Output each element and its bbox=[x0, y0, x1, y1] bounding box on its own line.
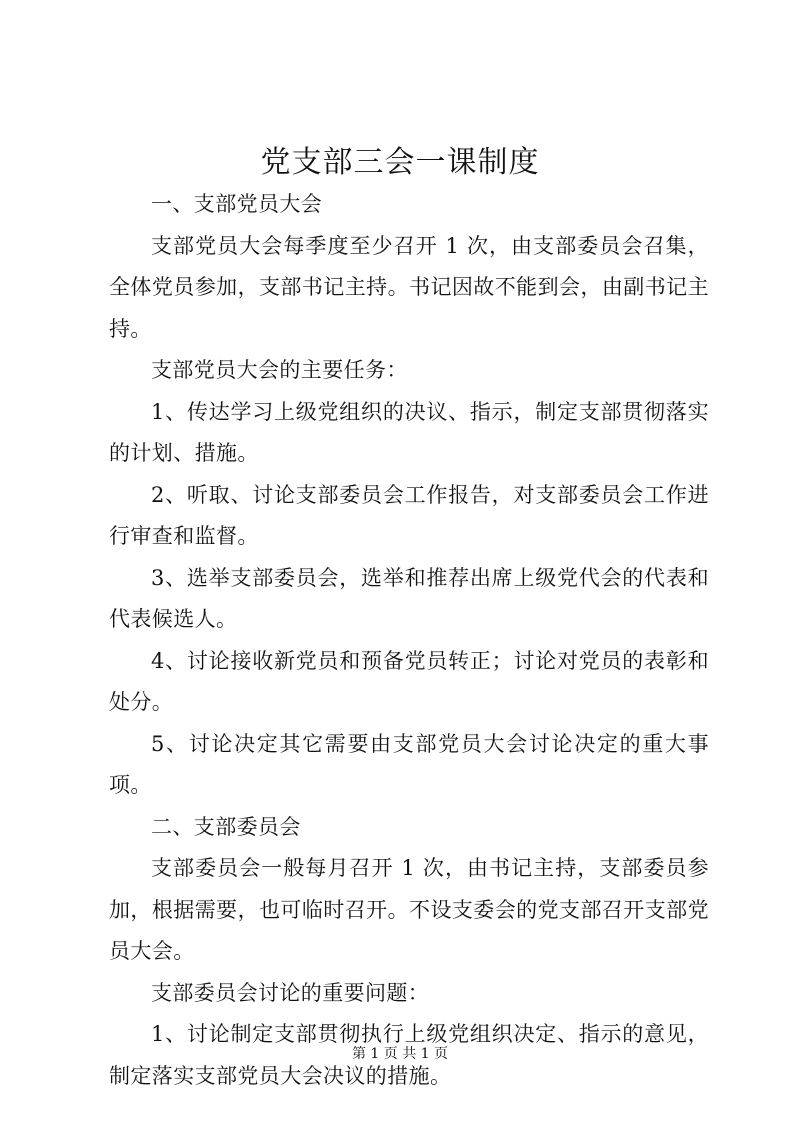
list-item: 5、讨论决定其它需要由支部党员大会讨论决定的重大事项。 bbox=[109, 731, 709, 797]
paragraph: 支部委员会讨论的重要问题： bbox=[151, 980, 430, 1005]
page-number: 第 1 页 共 1 页 bbox=[351, 1046, 449, 1062]
list-item: 3、选举支部委员会，选举和推荐出席上级党代会的代表和代表候选人。 bbox=[109, 565, 709, 631]
document-body bbox=[109, 184, 709, 1097]
section-heading-1: 一、支部党员大会 bbox=[151, 192, 323, 216]
paragraph: 支部委员会一般每月召开 1 次，由书记主持，支部委员参加，根据需要，也可临时召开。不设支委会的党支部召开支部党员大会。 bbox=[109, 856, 709, 963]
list-item: 1、讨论制定支部贯彻执行上级党组织决定、指示的意见，制定落实支部党员大会决议的措施。 bbox=[109, 1022, 709, 1088]
section-heading-2: 二、支部委员会 bbox=[151, 814, 301, 839]
paragraph: 支部党员大会每季度至少召开 1 次，由支部委员会召集，全体党员参加，支部书记主持。书记因故不能到会，由副书记主持。 bbox=[109, 233, 709, 341]
paragraph: 支部党员大会的主要任务： bbox=[151, 358, 408, 382]
document-title: 党支部三会一课制度 bbox=[260, 145, 540, 180]
page-footer bbox=[0, 1044, 800, 1064]
list-item: 4、讨论接收新党员和预备党员转正；讨论对党员的表彰和处分。 bbox=[109, 648, 709, 714]
list-item: 2、听取、讨论支部委员会工作报告，对支部委员会工作进行审查和监督。 bbox=[109, 482, 709, 548]
list-item: 1、传达学习上级党组织的决议、指示，制定支部贯彻落实的计划、措施。 bbox=[109, 399, 709, 465]
